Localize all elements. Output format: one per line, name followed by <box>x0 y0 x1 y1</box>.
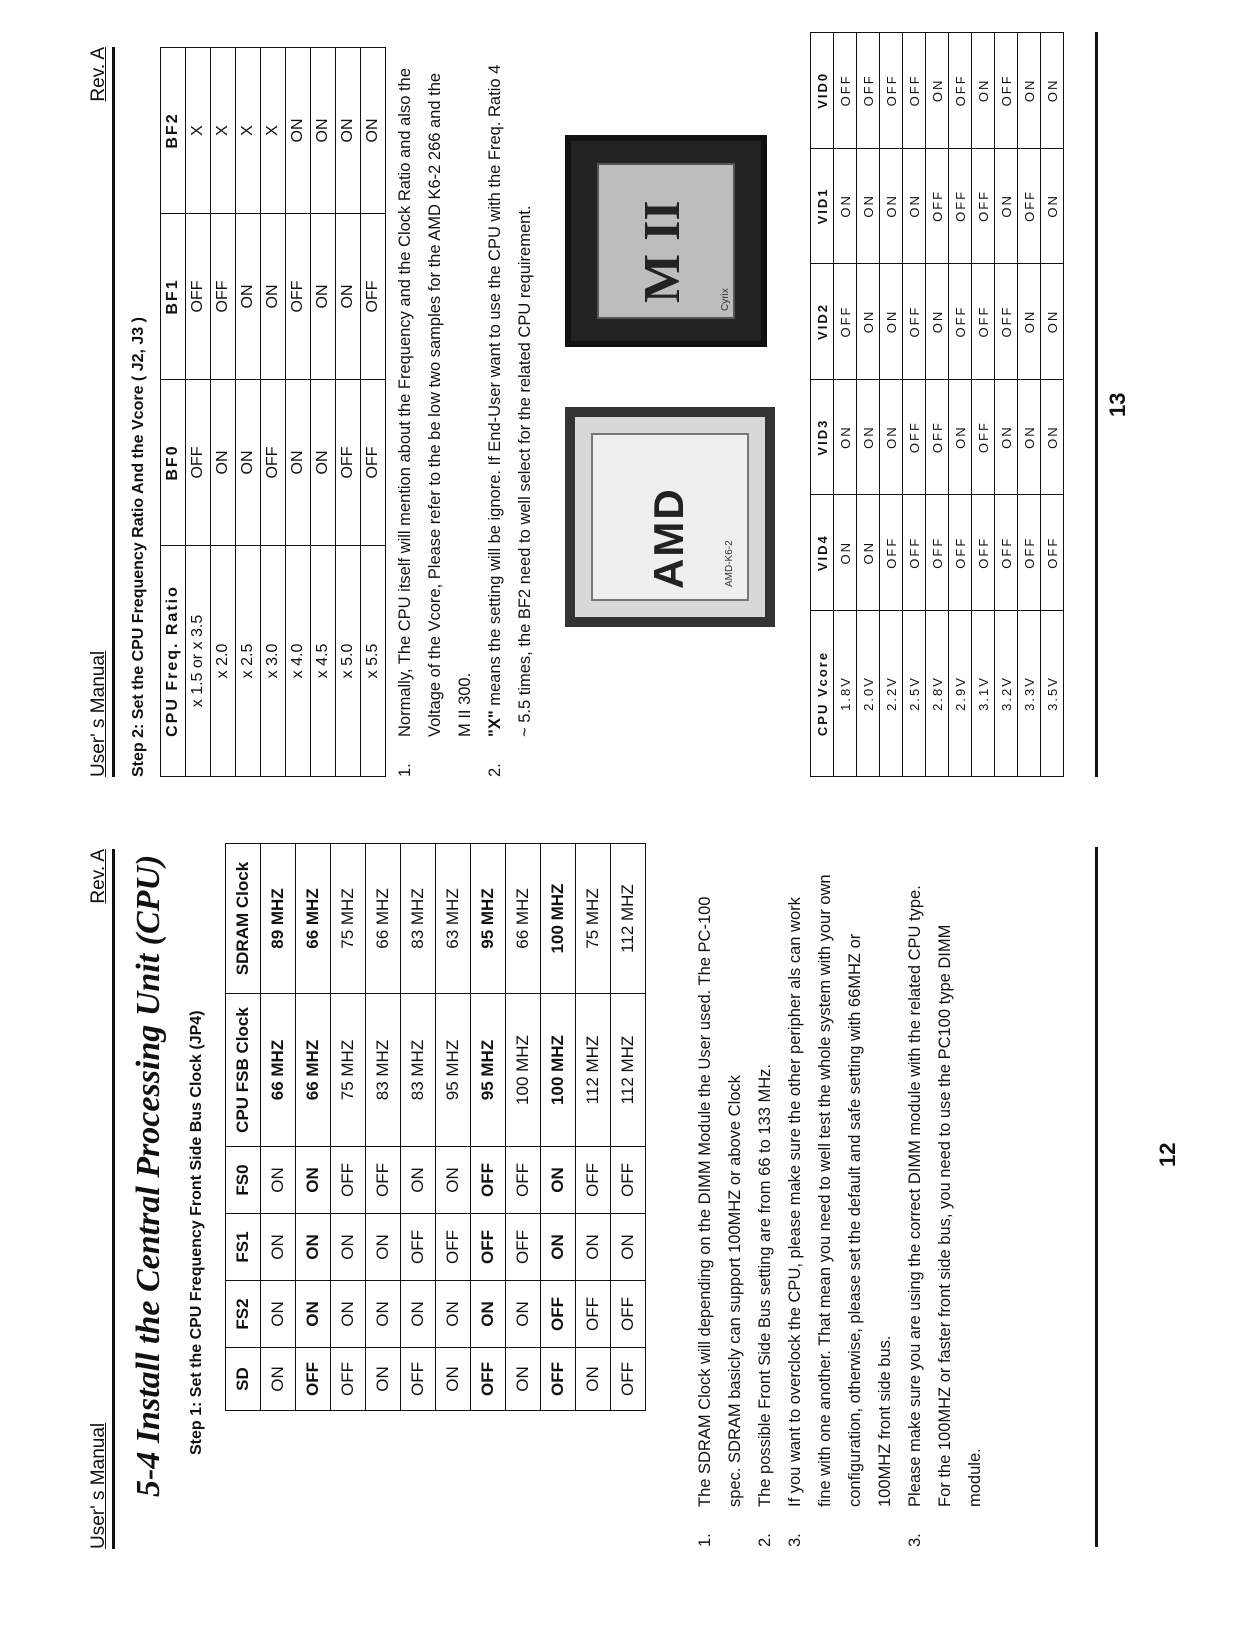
table-cell: 100 MHZ <box>506 994 541 1147</box>
table-cell: 75 MHZ <box>331 844 366 994</box>
table-row <box>1041 33 1064 777</box>
ratio-table-body <box>186 48 386 777</box>
table-cell: ON <box>576 1214 611 1281</box>
table-cell: ON <box>903 148 926 264</box>
table-cell: OFF <box>995 495 1018 611</box>
note-item <box>900 867 990 1547</box>
table-cell: OFF <box>471 1214 506 1281</box>
section-title: 5-4 Install the Central Processing Unit (CPU) <box>130 854 167 1497</box>
table-cell: ON <box>336 48 361 214</box>
right-notes <box>390 57 540 777</box>
header-title: User' s Manual <box>88 650 109 777</box>
table-cell: ON <box>1041 148 1064 264</box>
table-cell: ON <box>834 148 857 264</box>
freq-ratio-table <box>160 47 386 777</box>
table-cell: ON <box>236 380 261 546</box>
table-row <box>211 48 236 777</box>
table-cell: x 5.0 <box>336 546 361 777</box>
table-cell: OFF <box>611 1147 646 1214</box>
table-cell: ON <box>541 1147 576 1214</box>
vcore-table <box>810 32 1064 777</box>
col-sd: SD <box>226 1348 261 1411</box>
table-row <box>236 48 261 777</box>
table-cell: 75 MHZ <box>576 844 611 994</box>
table-cell: OFF <box>834 33 857 149</box>
table-cell: 95 MHZ <box>471 994 506 1147</box>
table-cell: ON <box>1041 33 1064 149</box>
table-cell: ON <box>995 379 1018 495</box>
note-item <box>480 57 540 777</box>
table-cell: OFF <box>972 495 995 611</box>
table-cell: OFF <box>972 148 995 264</box>
table-cell: ON <box>436 1348 471 1411</box>
table-cell: OFF <box>903 33 926 149</box>
note-text: Normally, The CPU itself will mention about the Frequency and the Clock Ratio and also the Voltage of the Vcore, Please refer to the be low two samples for the AMD K6-2 266 and the M II 300. <box>396 68 474 737</box>
table-cell: 66 MHZ <box>261 994 296 1147</box>
table-cell: ON <box>211 380 236 546</box>
table-cell: OFF <box>857 33 880 149</box>
col-vid1: VID1 <box>811 148 834 264</box>
table-cell: ON <box>296 1214 331 1281</box>
table-cell: ON <box>366 1214 401 1281</box>
table-cell: OFF <box>296 1348 331 1411</box>
table-cell: ON <box>1018 33 1041 149</box>
table-cell: x 3.0 <box>261 546 286 777</box>
table-row <box>471 844 506 1411</box>
table-cell: ON <box>926 264 949 380</box>
table-cell: 112 MHZ <box>611 994 646 1147</box>
amd-cpu-image: AMD AMD-K6-2 <box>565 407 775 627</box>
table-cell: ON <box>286 48 311 214</box>
table-cell: OFF <box>1041 495 1064 611</box>
table-cell: OFF <box>361 380 386 546</box>
cyrix-logo: M II <box>634 200 691 303</box>
table-row <box>261 48 286 777</box>
col-fs0: FS0 <box>226 1147 261 1214</box>
table-cell: ON <box>261 1147 296 1214</box>
table-cell: ON <box>296 1281 331 1348</box>
table-cell: ON <box>366 1348 401 1411</box>
table-cell: ON <box>236 214 261 380</box>
page-number: 13 <box>1105 392 1130 417</box>
table-cell: OFF <box>880 495 903 611</box>
page-header <box>86 849 115 1549</box>
table-cell: x 5.5 <box>361 546 386 777</box>
cyrix-cpu-image: M II Cyrix <box>565 135 767 347</box>
table-cell: ON <box>311 214 336 380</box>
table-cell: ON <box>261 1214 296 1281</box>
table-cell: ON <box>286 380 311 546</box>
table-cell: 1.8V <box>834 611 857 777</box>
table-cell: OFF <box>366 1147 401 1214</box>
table-cell: OFF <box>506 1147 541 1214</box>
table-cell: ON <box>857 495 880 611</box>
table-cell: 2.8V <box>926 611 949 777</box>
fsb-clock-table <box>225 843 646 1411</box>
table-cell: ON <box>857 379 880 495</box>
table-cell: ON <box>1018 264 1041 380</box>
table-cell: 83 MHZ <box>401 994 436 1147</box>
note-number: 3. <box>786 1533 804 1547</box>
table-cell: 112 MHZ <box>576 994 611 1147</box>
table-cell: ON <box>857 264 880 380</box>
note-text: means the setting will be ignore. If End-User want to use the CPU with the Freq. Ratio 4 ~ 5.5 times, the BF2 need to well select for the related CPU requirement. <box>486 64 534 737</box>
table-cell: x 2.5 <box>236 546 261 777</box>
table-row <box>186 48 211 777</box>
table-cell: 3.2V <box>995 611 1018 777</box>
col-vid2: VID2 <box>811 264 834 380</box>
table-row <box>401 844 436 1411</box>
table-row <box>296 844 331 1411</box>
table-cell: OFF <box>949 148 972 264</box>
table-cell: OFF <box>1018 495 1041 611</box>
table-cell: ON <box>471 1281 506 1348</box>
table-row <box>331 844 366 1411</box>
table-cell: OFF <box>471 1147 506 1214</box>
table-cell: ON <box>1041 264 1064 380</box>
col-fs1: FS1 <box>226 1214 261 1281</box>
table-cell: 66 MHZ <box>366 844 401 994</box>
table-row <box>834 33 857 777</box>
table-cell: X <box>236 48 261 214</box>
table-cell: ON <box>1018 379 1041 495</box>
table-cell: X <box>211 48 236 214</box>
table-cell: 2.0V <box>857 611 880 777</box>
table-cell: ON <box>296 1147 331 1214</box>
table-cell: OFF <box>541 1348 576 1411</box>
table-cell: OFF <box>286 214 311 380</box>
table-cell: 2.9V <box>949 611 972 777</box>
table-cell: ON <box>331 1214 366 1281</box>
col-sdram-clock: SDRAM Clock <box>226 844 261 994</box>
table-cell: OFF <box>949 33 972 149</box>
table-cell: ON <box>366 1281 401 1348</box>
page-13 <box>0 0 1245 817</box>
table-row <box>366 844 401 1411</box>
table-cell: 100 MHZ <box>541 844 576 994</box>
table-cell: ON <box>506 1348 541 1411</box>
table-cell: x 4.5 <box>311 546 336 777</box>
table-cell: 112 MHZ <box>611 844 646 994</box>
table-cell: 63 MHZ <box>436 844 471 994</box>
table-cell: ON <box>834 379 857 495</box>
table-cell: OFF <box>611 1348 646 1411</box>
table-cell: ON <box>311 380 336 546</box>
table-cell: ON <box>401 1281 436 1348</box>
col-bf1: BF1 <box>161 214 186 380</box>
table-cell: OFF <box>576 1147 611 1214</box>
note-number: 3. <box>906 1533 924 1547</box>
table-row <box>576 844 611 1411</box>
table-cell: ON <box>834 495 857 611</box>
header-revision: Rev. A <box>88 849 109 904</box>
table-cell: 66 MHZ <box>506 844 541 994</box>
table-cell: ON <box>361 48 386 214</box>
col-cpu-vcore: CPU Vcore <box>811 611 834 777</box>
table-row <box>1018 33 1041 777</box>
col-vid3: VID3 <box>811 379 834 495</box>
note-item <box>780 867 900 1547</box>
table-cell: OFF <box>436 1214 471 1281</box>
note-item <box>690 867 750 1547</box>
table-cell: 83 MHZ <box>366 994 401 1147</box>
table-cell: ON <box>857 148 880 264</box>
table-cell: X <box>186 48 211 214</box>
table-row <box>361 48 386 777</box>
footer-rule <box>1095 32 1098 777</box>
table-cell: OFF <box>576 1281 611 1348</box>
step2-heading: Step 2: Set the CPU Frequency Ratio And the Vcore ( J2, J3 ) <box>130 317 147 777</box>
note-emphasis: "X" <box>486 710 504 737</box>
table-cell: 3.3V <box>1018 611 1041 777</box>
col-bf2: BF2 <box>161 48 186 214</box>
table-cell: x 4.0 <box>286 546 311 777</box>
table-row <box>436 844 471 1411</box>
table-cell: 66 MHZ <box>296 844 331 994</box>
table-cell: x 1.5 or x 3.5 <box>186 546 211 777</box>
table-cell: OFF <box>880 33 903 149</box>
table-cell: OFF <box>401 1348 436 1411</box>
col-vid0: VID0 <box>811 33 834 149</box>
table-cell: OFF <box>506 1214 541 1281</box>
note-item <box>390 57 480 777</box>
fsb-table-body <box>261 844 646 1411</box>
table-row <box>286 48 311 777</box>
table-cell: OFF <box>949 264 972 380</box>
table-cell: ON <box>949 379 972 495</box>
table-cell: OFF <box>903 264 926 380</box>
table-cell: ON <box>506 1281 541 1348</box>
table-cell: ON <box>261 1348 296 1411</box>
table-row <box>506 844 541 1411</box>
table-header-row <box>226 844 261 1411</box>
table-cell: OFF <box>1018 148 1041 264</box>
col-fs2: FS2 <box>226 1281 261 1348</box>
table-cell: OFF <box>903 495 926 611</box>
table-cell: 3.5V <box>1041 611 1064 777</box>
table-cell: OFF <box>611 1281 646 1348</box>
table-cell: 75 MHZ <box>331 994 366 1147</box>
table-cell: ON <box>880 264 903 380</box>
amd-logo: AMD <box>645 487 692 589</box>
note-text: If you want to overclock the CPU, please make sure the other peripher als can work fine with one another. That mean you need to well test the whole system with your own configuration, otherwise, please set the default and safe setting with 66MHZ or 100MHZ front side bus. <box>786 874 894 1507</box>
left-notes <box>690 867 990 1547</box>
table-row <box>903 33 926 777</box>
table-cell: 3.1V <box>972 611 995 777</box>
table-cell: X <box>261 48 286 214</box>
table-header-row <box>161 48 186 777</box>
page-number: 12 <box>1155 1142 1180 1167</box>
table-cell: ON <box>331 1281 366 1348</box>
note-number: 2. <box>756 1533 774 1547</box>
step1-heading: Step 1: Set the CPU Frequency Front Side Bus Clock (JP4) <box>188 1010 205 1455</box>
table-cell: OFF <box>541 1281 576 1348</box>
table-cell: 95 MHZ <box>471 844 506 994</box>
table-cell: ON <box>611 1214 646 1281</box>
table-cell: ON <box>311 48 336 214</box>
table-cell: 2.5V <box>903 611 926 777</box>
table-cell: OFF <box>995 33 1018 149</box>
table-cell: OFF <box>261 380 286 546</box>
note-text: The possible Front Side Bus setting are from 66 to 133 MHz. <box>756 1064 774 1507</box>
table-cell: ON <box>336 214 361 380</box>
table-cell: OFF <box>186 380 211 546</box>
header-revision: Rev. A <box>88 47 109 102</box>
table-cell: ON <box>880 379 903 495</box>
table-cell: OFF <box>972 264 995 380</box>
table-cell: ON <box>880 148 903 264</box>
col-vid4: VID4 <box>811 495 834 611</box>
table-row <box>541 844 576 1411</box>
table-cell: OFF <box>972 379 995 495</box>
table-cell: 2.2V <box>880 611 903 777</box>
note-number: 1. <box>696 1533 714 1547</box>
table-cell: OFF <box>331 1147 366 1214</box>
table-row <box>611 844 646 1411</box>
note-item <box>750 867 780 1547</box>
page-header <box>86 47 115 777</box>
table-cell: OFF <box>903 379 926 495</box>
table-cell: ON <box>995 148 1018 264</box>
table-cell: ON <box>926 33 949 149</box>
table-cell: OFF <box>186 214 211 380</box>
table-cell: OFF <box>361 214 386 380</box>
table-cell: OFF <box>401 1214 436 1281</box>
note-number: 1. <box>396 763 414 777</box>
table-cell: OFF <box>336 380 361 546</box>
table-cell: OFF <box>331 1348 366 1411</box>
table-row <box>336 48 361 777</box>
table-cell: OFF <box>949 495 972 611</box>
col-cpu-fsb-clock: CPU FSB Clock <box>226 994 261 1147</box>
table-cell: ON <box>261 1281 296 1348</box>
table-cell: ON <box>261 214 286 380</box>
table-cell: ON <box>576 1348 611 1411</box>
table-cell: 83 MHZ <box>401 844 436 994</box>
table-row <box>972 33 995 777</box>
table-cell: OFF <box>926 148 949 264</box>
vcore-table-body <box>834 33 1064 777</box>
table-row <box>261 844 296 1411</box>
table-cell: OFF <box>926 495 949 611</box>
table-header-row <box>811 33 834 777</box>
header-title: User' s Manual <box>88 1422 109 1549</box>
table-row <box>880 33 903 777</box>
table-cell: 89 MHZ <box>261 844 296 994</box>
table-cell: OFF <box>926 379 949 495</box>
table-cell: OFF <box>995 264 1018 380</box>
table-row <box>949 33 972 777</box>
table-cell: ON <box>972 33 995 149</box>
table-row <box>311 48 336 777</box>
table-row <box>857 33 880 777</box>
table-cell: 100 MHZ <box>541 994 576 1147</box>
table-row <box>926 33 949 777</box>
table-cell: ON <box>1041 379 1064 495</box>
note-number: 2. <box>486 763 504 777</box>
footer-rule <box>1095 847 1098 1547</box>
table-row <box>995 33 1018 777</box>
note-text: Please make sure you are using the correct DIMM module with the related CPU type. For the 100MHZ or faster front side bus, you need to use the PC100 type DIMM module. <box>906 885 984 1507</box>
note-text: The SDRAM Clock will depending on the DIMM Module the User used. The PC-100 spec. SDRAM basicly can support 100MHZ or above Clock <box>696 896 744 1507</box>
table-cell: ON <box>541 1214 576 1281</box>
table-cell: OFF <box>471 1348 506 1411</box>
table-cell: OFF <box>211 214 236 380</box>
table-cell: ON <box>436 1147 471 1214</box>
table-cell: ON <box>401 1147 436 1214</box>
col-cpu-freq-ratio: CPU Freq. Ratio <box>161 546 186 777</box>
table-cell: x 2.0 <box>211 546 236 777</box>
table-cell: OFF <box>834 264 857 380</box>
page-12 <box>0 817 1245 1637</box>
table-cell: 66 MHZ <box>296 994 331 1147</box>
col-bf0: BF0 <box>161 380 186 546</box>
table-cell: ON <box>436 1281 471 1348</box>
table-cell: 95 MHZ <box>436 994 471 1147</box>
